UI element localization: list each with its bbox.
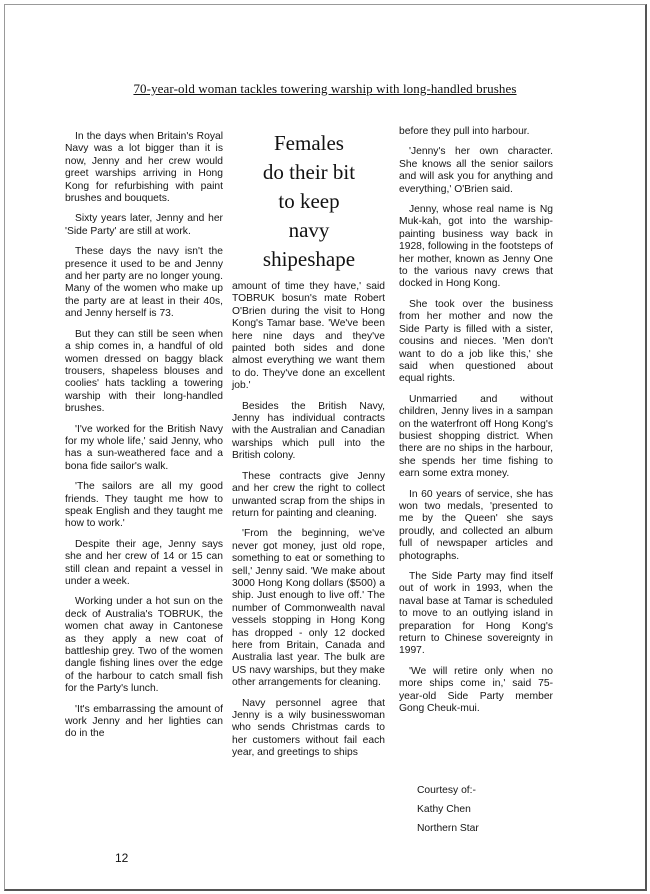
paragraph: Working under a hot sun on the deck of Australia's TOBRUK, the women chat away in Cantonese as they apply a new coat of battleship grey. Two of the women dangle fishing lines over the edge of the harbour to catch small fish for the Party's lunch. [65, 596, 223, 695]
paragraph: 'It's embarrassing the amount of work Jenny and her lighties can do in the [65, 703, 223, 740]
subhead-line: shipeshape [262, 247, 356, 271]
paragraph: before they pull into harbour. [399, 126, 530, 137]
paragraph: 'Jenny's her own character. She knows all the senior sailors and will ask you for anything and everything,' O'Brien said. [399, 146, 553, 195]
paragraph: In the days when Britain's Royal Navy was a lot bigger than it is now, Jenny and her crew would greet warships arriving in Hong Kong for refurbishing with paint brushes and bouquets. [65, 131, 223, 205]
paragraph: Despite their age, Jenny says she and her crew of 14 or 15 can still clean and repaint a vessel in under a week. [65, 538, 223, 587]
paragraph: 'I've worked for the British Navy for my whole life,' said Jenny, who has a sun-weathered face and a bona fide sailor's walk. [65, 423, 223, 472]
page-number: 12 [115, 851, 129, 865]
article-subhead [235, 129, 383, 274]
paragraph: But they can still be seen when a ship comes in, a handful of old women dressed on baggy black trousers, shapeless blouses and coolies' hats tackling a towering warship with their long-handled brushes. [65, 328, 223, 415]
paragraph: Jenny, whose real name is Ng Muk-kah, got into the warship- painting business way back in 1928, following in the footsteps of her mother, known as Jenny One to the various navy crews that docked in Hong Kong. [399, 204, 553, 290]
subhead-line: to keep [278, 189, 340, 213]
paragraph: The Side Party may find itself out of work in 1993, when the naval base at Tamar is scheduled to move to an outlying island in preparation for Hong Kong's return to Chinese sovereignty in 1997. [399, 571, 553, 657]
paragraph: amount of time they have,' said TOBRUK bosun's mate Robert O'Brien during the visit to Hong Kong's Tamar base. 'We've been here nine days and they've painted both sides and done almost everything we want them to do. They've done an excellent job.' [232, 281, 385, 392]
article-column-2 [232, 281, 385, 768]
credit-publication: Northern Star [417, 823, 479, 834]
document-page [4, 4, 647, 891]
paragraph: Besides the British Navy, Jenny has individual contracts with the Australian and Canadian warships which pull into the British colony. [232, 400, 385, 462]
subhead-line: Females [274, 131, 344, 155]
paragraph: 'We will retire only when no more ships come in,' said 75-year-old Side Party member Gong Cheuk-mui. [399, 665, 553, 715]
credit-line: Courtesy of:- [417, 785, 476, 796]
paragraph: In 60 years of service, she has won two medals, 'presented to me by the Queen' she says proudly, and collected an album full of newspaper articles and photographs. [399, 488, 553, 562]
paragraph: Sixty years later, Jenny and her 'Side Party' are still at work. [65, 213, 223, 237]
credit-author: Kathy Chen [417, 804, 471, 815]
paragraph: Unmarried and without children, Jenny lives in a sampan on the waterfront off Hong Kong's busiest shopping district. When there are no ships in the harbour, she spends her time fishing to earn some extra money. [399, 393, 553, 480]
paragraph: These contracts give Jenny and her crew the right to collect unwanted scrap from the ships in return for painting and cleaning. [232, 470, 385, 519]
article-headline: 70-year-old woman tackles towering warship with long-handled brushes [133, 81, 517, 96]
article-column-1 [65, 131, 223, 749]
paragraph: 'The sailors are all my good friends. They taught me how to speak English and they taught me how to work.' [65, 481, 223, 530]
paragraph: 'From the beginning, we've never got money, just old rope, something to eat or something to sell,' Jenny said. 'We make about 3000 Hong Kong dollars ($500) a ship. Just enough to live off.' The number of Commonwealth naval vessels stopping in Hong Kong has dropped - only 12 docked here from Britain, Canada and Australia last year. The bulk are US navy warships, but they make other arrangements for cleaning. [232, 528, 385, 689]
paragraph: Navy personnel agree that Jenny is a wily businesswoman who sends Christmas cards to her customers without fail each year, and greetings to ships [232, 697, 385, 759]
article-credit [417, 781, 479, 838]
subhead-line: do their bit [262, 160, 356, 184]
article-column-3 [399, 126, 553, 723]
paragraph: These days the navy isn't the presence it used to be and Jenny and her party are no longer young. Many of the women who make up the party are at least in their 40s, and Jenny herself is 73. [65, 246, 223, 320]
subhead-line: navy [288, 218, 330, 242]
paragraph: She took over the business from her mother and now the Side Party is filled with a sister, cousins and nieces. 'Men don't want to do a job like this,' she said when questioned about equal rights. [399, 298, 553, 385]
